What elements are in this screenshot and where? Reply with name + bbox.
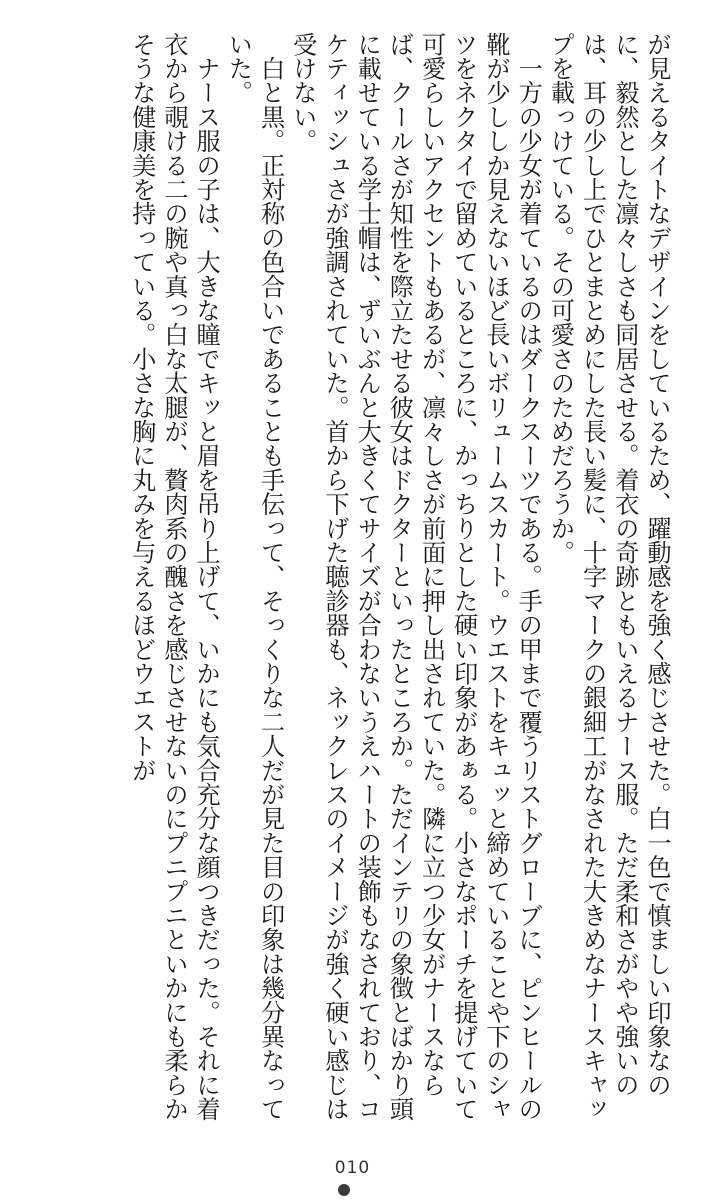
- page-number: 010: [334, 1158, 371, 1178]
- paragraph: ナース服の子は、大きな瞳でキッと眉を吊り上げて、いかにも気合充分な顔つきだった。それに着衣から覗ける二の腕や真っ白な太腿が、贅肉系の醜さを感じさせないのにプニプニといかにも柔らかそうな健康美を持っている。小さな胸に丸みを与えるほどウエストが: [127, 32, 221, 1121]
- vertical-text-body: [33, 32, 673, 1132]
- paragraph: 白と黒。正対称の色合いであることも手伝って、そっくりな二人だが見た目の印象は幾分異なっていた。: [224, 32, 285, 1121]
- paragraph: が見えるタイトなデザインをしているため、躍動感を強く感じさせた。白一色で慎ましい印象なのに、毅然とした凛々しさも同居させる。着衣の奇跡ともいえるナース服。ただ柔和さがやや強いのは、耳の少し上でひとまとめにした長い髪に、十字マークの銀細工がなされた大きめなナースキャップを載っけている。その可愛さのためだろうか。: [546, 32, 671, 1121]
- page-marker-dot-icon: [338, 1184, 350, 1196]
- paragraph: 一方の少女が着ているのはダークスーツである。手の甲まで覆うリストグローブに、ピンヒールの靴が少ししか見えないほど長いボリュームスカート。ウエストをキュッと締めていることや下のシャツをネクタイで留めているところに、かっちりとした硬い印象があぁる。小さなポーチを提げていて可愛らしいアクセントもあるが、凛々しさが前面に押し出されていた。隣に立つ少女がナースならば、クールさが知性を際立たせる彼女はドクターといったところか。ただインテリの象徴とばかり頭に載せている学士帽は、ずいぶんと大きくてサイズが合わないうえハートの装飾もなされており、コケティッシュさが強調されていた。首から下げた聴診器も、ネックレスのイメージが強く硬い感じは受けない。: [288, 32, 543, 1121]
